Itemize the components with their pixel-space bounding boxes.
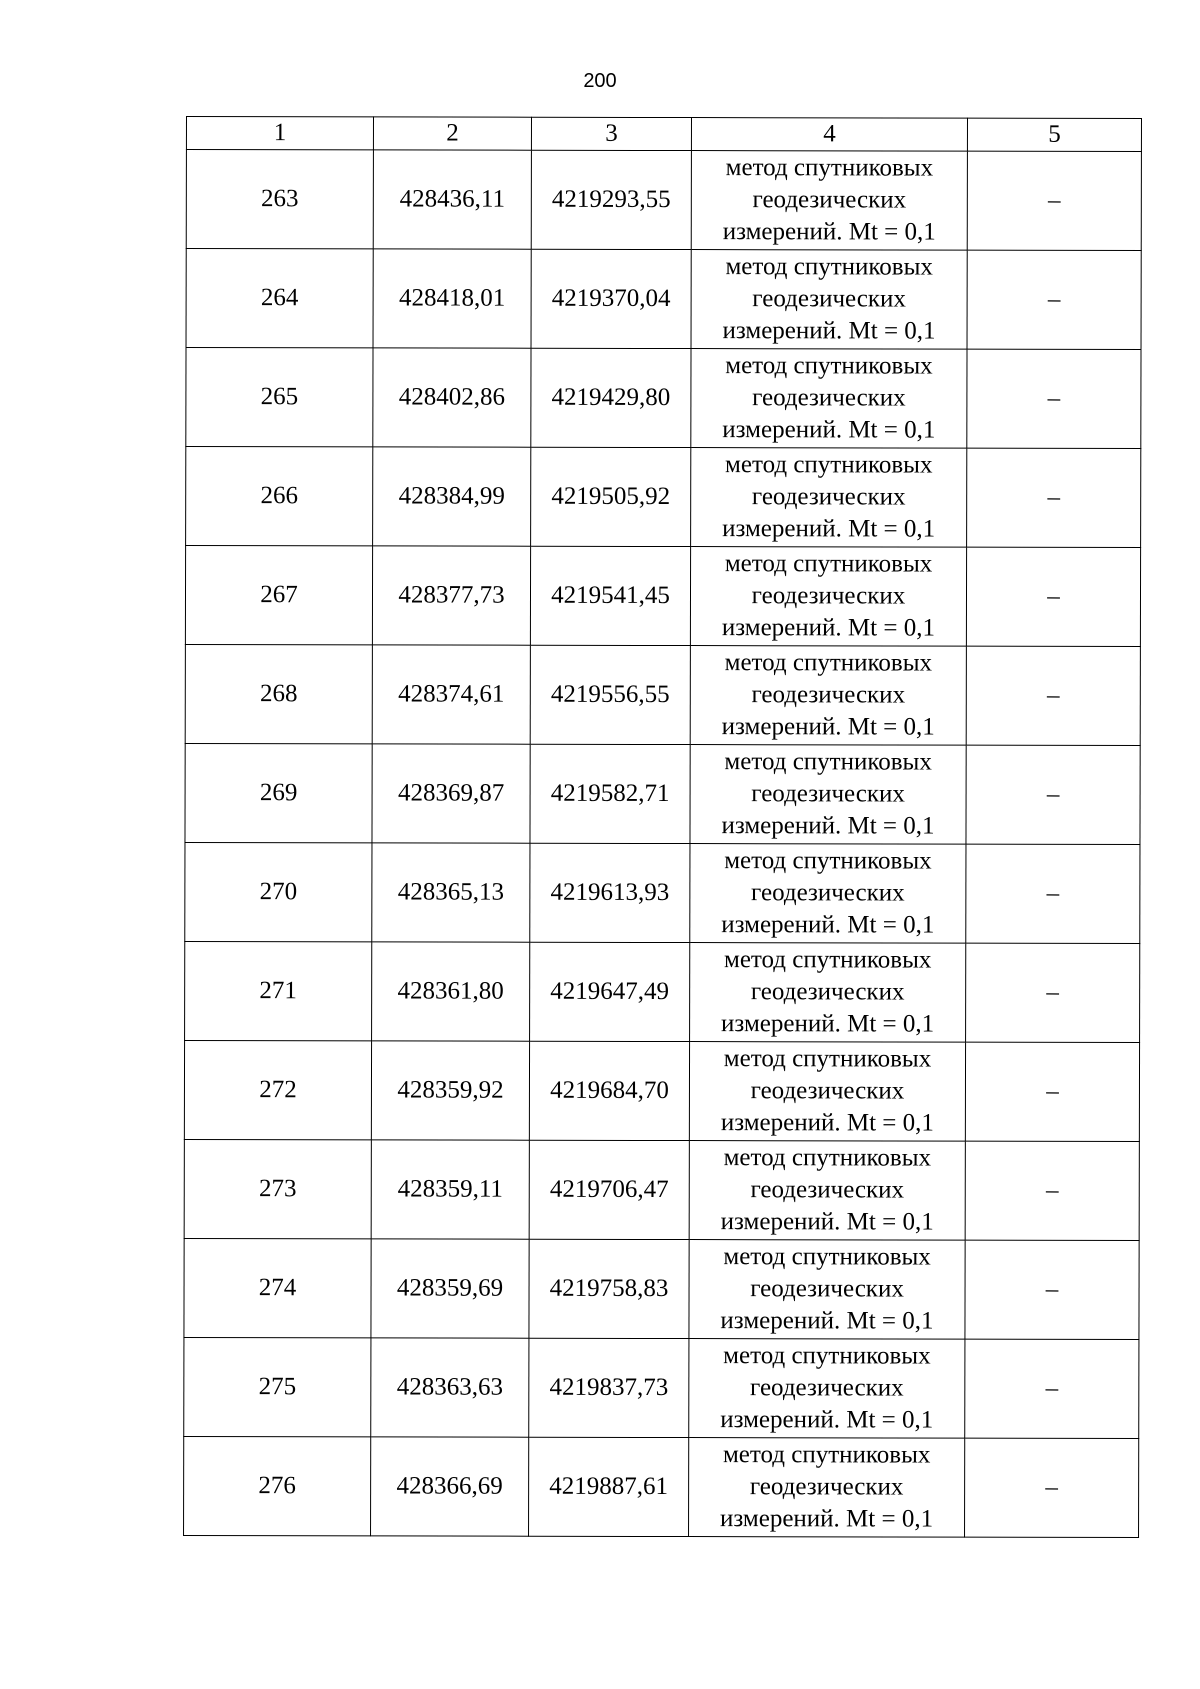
table-row xyxy=(184,1337,1139,1438)
method-text-line: измерений. Mt = 0,1 xyxy=(720,1109,934,1137)
method-cell xyxy=(690,943,966,1043)
method-cell xyxy=(689,1438,965,1538)
x-coordinate-cell: 428384,99 xyxy=(373,447,531,546)
method-text-line: геодезических xyxy=(750,1077,905,1105)
method-text-line: геодезических xyxy=(750,978,905,1006)
column-header-2: 2 xyxy=(373,117,531,150)
method-text-line: метод спутниковых xyxy=(723,1243,931,1271)
note-cell: – xyxy=(965,1240,1139,1339)
method-cell xyxy=(690,646,966,746)
table-row xyxy=(186,249,1141,350)
table-row xyxy=(186,150,1141,251)
note-cell: – xyxy=(966,745,1140,844)
method-text-line: геодезических xyxy=(751,780,905,808)
point-number-cell: 268 xyxy=(185,644,372,743)
method-text-line: геодезических xyxy=(751,681,906,709)
y-coordinate-cell: 4219706,47 xyxy=(529,1140,689,1239)
method-text-line: метод спутниковых xyxy=(725,253,933,281)
point-number-cell: 272 xyxy=(184,1040,371,1139)
point-number-cell: 263 xyxy=(186,150,373,249)
method-text-line: метод спутниковых xyxy=(725,352,933,380)
note-cell: – xyxy=(967,448,1141,547)
x-coordinate-cell: 428374,61 xyxy=(372,645,530,744)
x-coordinate-cell: 428359,11 xyxy=(371,1140,529,1239)
column-header-1: 1 xyxy=(186,117,373,150)
table-row xyxy=(186,447,1141,548)
method-text-line: геодезических xyxy=(749,1473,904,1501)
method-cell xyxy=(689,1141,965,1241)
method-cell xyxy=(691,250,967,350)
y-coordinate-cell: 4219429,80 xyxy=(531,348,691,447)
point-number-cell: 264 xyxy=(186,249,373,348)
method-text-line: геодезических xyxy=(751,582,906,610)
y-coordinate-cell: 4219758,83 xyxy=(529,1239,689,1338)
method-text-line: метод спутниковых xyxy=(725,154,934,182)
point-number-cell: 274 xyxy=(184,1238,371,1337)
y-coordinate-cell: 4219887,61 xyxy=(529,1437,689,1536)
note-cell: – xyxy=(965,1438,1139,1537)
method-text-line: измерений. Mt = 0,1 xyxy=(721,1010,935,1038)
point-number-cell: 269 xyxy=(185,743,372,842)
method-text-line: измерений. Mt = 0,1 xyxy=(720,1307,934,1335)
method-text-line: измерений. Mt = 0,1 xyxy=(719,1505,934,1533)
method-text-line: измерений. Mt = 0,1 xyxy=(722,515,936,543)
note-cell: – xyxy=(967,349,1141,448)
note-cell: – xyxy=(966,646,1140,745)
method-cell xyxy=(689,1339,965,1439)
table-row xyxy=(185,941,1140,1042)
point-number-cell: 265 xyxy=(186,348,373,447)
method-text-line: метод спутниковых xyxy=(723,1342,931,1370)
point-number-cell: 271 xyxy=(185,941,372,1040)
method-text-line: метод спутниковых xyxy=(724,847,932,875)
method-cell xyxy=(690,745,966,845)
note-cell: – xyxy=(966,547,1140,646)
y-coordinate-cell: 4219541,45 xyxy=(530,546,690,645)
method-text-line: метод спутниковых xyxy=(724,946,932,974)
x-coordinate-cell: 428377,73 xyxy=(372,546,530,645)
coordinates-table xyxy=(183,116,1142,1538)
method-cell xyxy=(690,547,966,647)
x-coordinate-cell: 428359,92 xyxy=(371,1041,529,1140)
method-text-line: геодезических xyxy=(750,1176,905,1204)
note-cell: – xyxy=(967,250,1141,349)
method-text-line: геодезических xyxy=(750,1275,904,1303)
table-header-row xyxy=(186,117,1141,152)
method-text-line: метод спутниковых xyxy=(723,1144,932,1172)
method-text-line: геодезических xyxy=(750,1374,904,1402)
x-coordinate-cell: 428361,80 xyxy=(372,942,530,1041)
method-text-line: метод спутниковых xyxy=(725,451,933,479)
method-text-line: метод спутниковых xyxy=(723,1045,932,1073)
column-header-4: 4 xyxy=(691,118,967,152)
method-text-line: измерений. Mt = 0,1 xyxy=(722,317,936,345)
point-number-cell: 266 xyxy=(186,447,373,546)
table-row xyxy=(184,1238,1139,1339)
table-row xyxy=(184,1040,1139,1141)
method-text-line: геодезических xyxy=(752,384,906,412)
method-cell xyxy=(691,349,967,449)
method-cell xyxy=(691,151,967,251)
method-text-line: метод спутниковых xyxy=(724,649,933,677)
method-text-line: измерений. Mt = 0,1 xyxy=(721,812,935,840)
x-coordinate-cell: 428363,63 xyxy=(371,1338,529,1437)
x-coordinate-cell: 428369,87 xyxy=(372,744,530,843)
note-cell: – xyxy=(965,1042,1139,1141)
method-text-line: измерений. Mt = 0,1 xyxy=(722,416,936,444)
x-coordinate-cell: 428359,69 xyxy=(371,1239,529,1338)
method-text-line: метод спутниковых xyxy=(724,748,932,776)
method-text-line: геодезических xyxy=(751,483,906,511)
y-coordinate-cell: 4219556,55 xyxy=(530,645,690,744)
x-coordinate-cell: 428418,01 xyxy=(373,249,531,348)
table-row xyxy=(184,1436,1139,1537)
method-text-line: геодезических xyxy=(751,879,905,907)
y-coordinate-cell: 4219582,71 xyxy=(530,744,690,843)
table-row xyxy=(185,743,1140,844)
method-text-line: измерений. Mt = 0,1 xyxy=(720,1406,934,1434)
method-cell xyxy=(689,1042,965,1142)
page-number: 200 xyxy=(583,70,617,92)
table-body xyxy=(184,150,1142,1538)
method-cell xyxy=(689,1240,965,1340)
table-row xyxy=(185,644,1140,745)
table-row xyxy=(186,348,1141,449)
column-header-5: 5 xyxy=(967,118,1141,151)
note-cell: – xyxy=(967,151,1141,250)
method-text-line: измерений. Mt = 0,1 xyxy=(721,713,935,741)
x-coordinate-cell: 428366,69 xyxy=(371,1437,529,1536)
note-cell: – xyxy=(966,943,1140,1042)
y-coordinate-cell: 4219684,70 xyxy=(529,1041,689,1140)
x-coordinate-cell: 428365,13 xyxy=(372,843,530,942)
note-cell: – xyxy=(966,844,1140,943)
y-coordinate-cell: 4219647,49 xyxy=(530,942,690,1041)
method-text-line: геодезических xyxy=(752,186,907,214)
point-number-cell: 275 xyxy=(184,1337,371,1436)
method-text-line: измерений. Mt = 0,1 xyxy=(722,218,936,246)
method-text-line: метод спутниковых xyxy=(722,1441,931,1469)
method-text-line: метод спутниковых xyxy=(724,550,933,578)
note-cell: – xyxy=(965,1141,1139,1240)
y-coordinate-cell: 4219293,55 xyxy=(531,150,691,249)
method-cell xyxy=(691,448,967,548)
y-coordinate-cell: 4219505,92 xyxy=(531,447,691,546)
method-text-line: геодезических xyxy=(752,285,906,313)
point-number-cell: 276 xyxy=(184,1436,371,1535)
point-number-cell: 267 xyxy=(185,546,372,645)
y-coordinate-cell: 4219613,93 xyxy=(530,843,690,942)
x-coordinate-cell: 428402,86 xyxy=(373,348,531,447)
table-row xyxy=(184,1139,1139,1240)
method-text-line: измерений. Mt = 0,1 xyxy=(721,614,935,642)
method-text-line: измерений. Mt = 0,1 xyxy=(720,1208,934,1236)
column-header-3: 3 xyxy=(531,117,691,150)
x-coordinate-cell: 428436,11 xyxy=(373,150,531,249)
y-coordinate-cell: 4219837,73 xyxy=(529,1338,689,1437)
y-coordinate-cell: 4219370,04 xyxy=(531,249,691,348)
method-text-line: измерений. Mt = 0,1 xyxy=(721,911,935,939)
table-row xyxy=(185,546,1140,647)
point-number-cell: 273 xyxy=(184,1139,371,1238)
note-cell: – xyxy=(965,1339,1139,1438)
table-row xyxy=(185,842,1140,943)
method-cell xyxy=(690,844,966,944)
point-number-cell: 270 xyxy=(185,842,372,941)
